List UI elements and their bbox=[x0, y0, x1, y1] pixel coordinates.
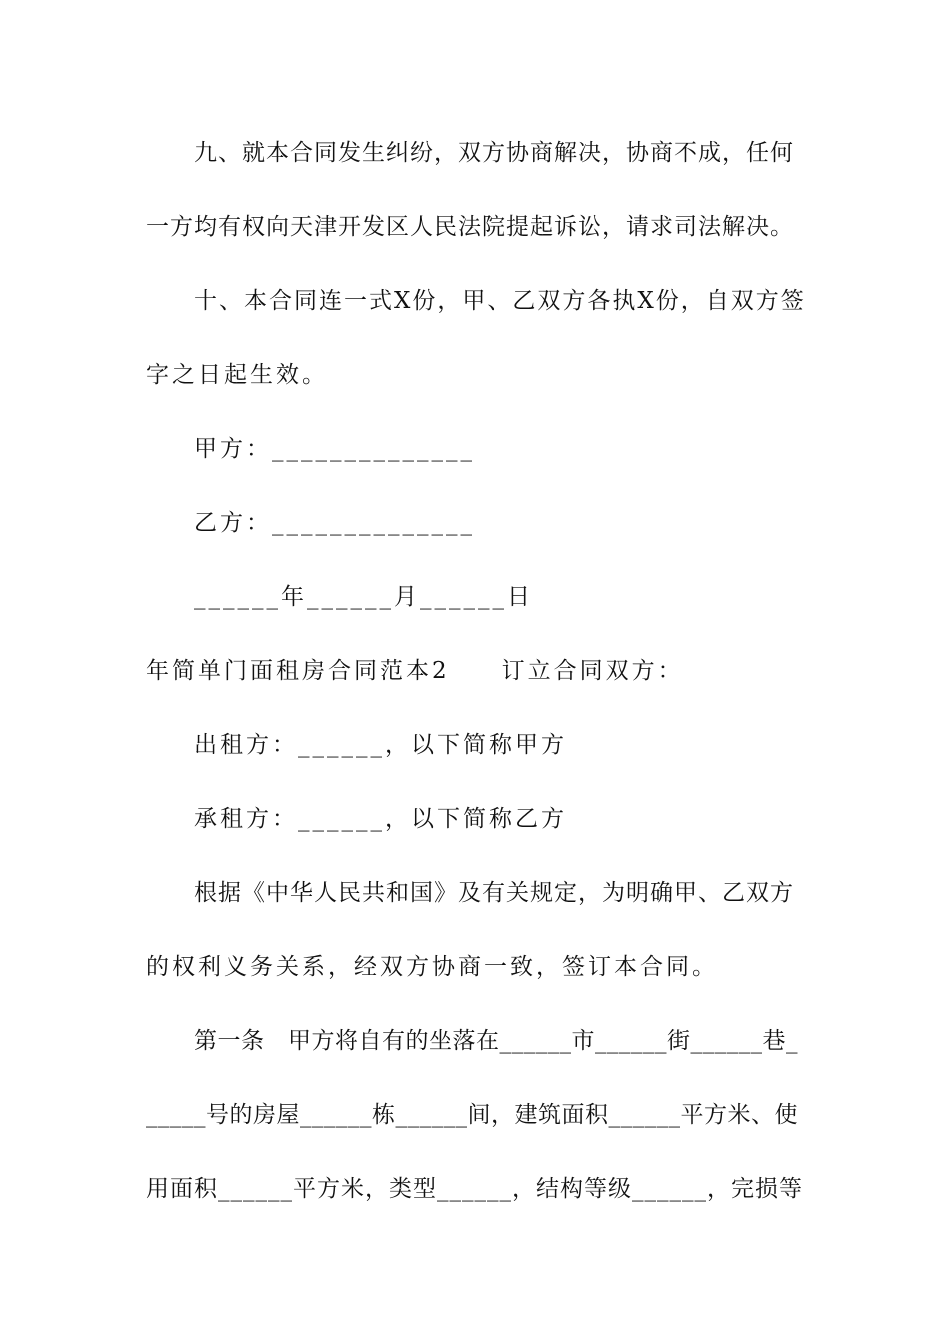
article-one-line-2: _____号的房屋______栋______间，建筑面积______平方米、使 bbox=[146, 1102, 798, 1128]
lessor-line: 出租方：______，以下简称甲方 bbox=[194, 732, 567, 758]
party-b-signature: 乙方：______________ bbox=[194, 510, 475, 536]
paragraph-ten-line-2: 字之日起生效。 bbox=[146, 362, 328, 388]
article-one-line-3: 用面积______平方米，类型______，结构等级______，完损等 bbox=[146, 1176, 803, 1202]
paragraph-ten-line-1: 十、本合同连一式X份，甲、乙双方各执X份，自双方签 bbox=[194, 288, 806, 314]
signing-date: ______年______月______日 bbox=[194, 584, 533, 610]
article-one-line-1: 第一条 甲方将自有的坐落在______市______街______巷_ bbox=[194, 1028, 798, 1054]
lessee-line: 承租方：______，以下简称乙方 bbox=[194, 806, 567, 832]
contract-heading: 年简单门面租房合同范本2 订立合同双方： bbox=[146, 658, 684, 684]
preamble-line-1: 根据《中华人民共和国》及有关规定，为明确甲、乙双方 bbox=[194, 880, 794, 906]
party-a-signature: 甲方：______________ bbox=[194, 436, 475, 462]
preamble-line-2: 的权利义务关系，经双方协商一致，签订本合同。 bbox=[146, 954, 718, 980]
paragraph-nine-line-2: 一方均有权向天津开发区人民法院提起诉讼，请求司法解决。 bbox=[146, 214, 794, 240]
paragraph-nine-line-1: 九、就本合同发生纠纷，双方协商解决，协商不成，任何 bbox=[194, 140, 794, 166]
